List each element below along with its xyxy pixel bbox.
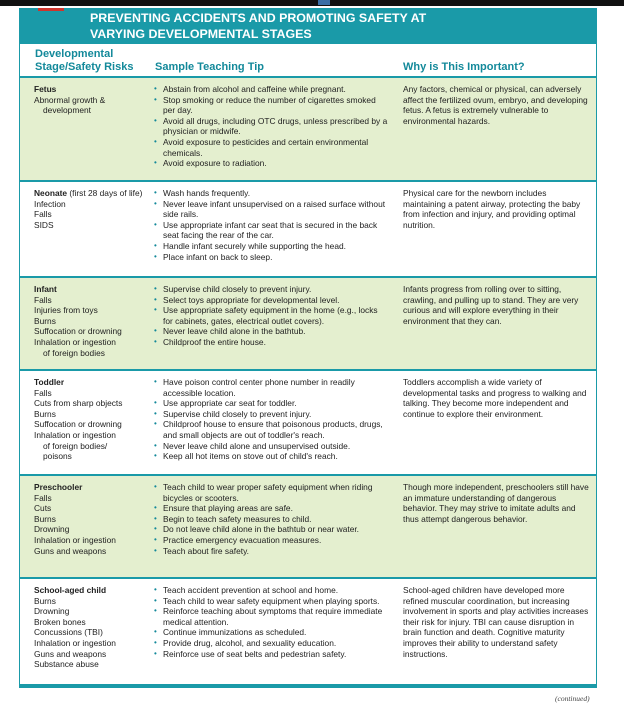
bullet-icon: • bbox=[154, 377, 157, 386]
column-header-why: Why is This Important? bbox=[403, 61, 525, 73]
risk-item: Burns bbox=[34, 595, 56, 606]
table-row bbox=[20, 579, 596, 686]
bullet-icon: • bbox=[154, 284, 157, 293]
tip-item bbox=[153, 377, 389, 398]
bullet-icon: • bbox=[154, 595, 157, 605]
tip-text: Have poison control center phone number in readily accessible location. bbox=[163, 377, 355, 398]
tip-list bbox=[153, 84, 389, 169]
tip-item bbox=[153, 524, 389, 535]
bullet-icon: • bbox=[154, 482, 157, 491]
bullet-icon: • bbox=[154, 336, 157, 346]
why-text: Though more independent, preschoolers still have an immature understanding of dangerous behavior. They may strive to imitate adults and thus attempt dangerous behavior. bbox=[403, 482, 589, 524]
why-text: Physical care for the newborn includes maintaining a patent airway, protecting the baby from infection and injury, and providing optimal nutrition. bbox=[403, 188, 581, 230]
tip-text: Reinforce teaching about symptoms that require immediate medical attention. bbox=[163, 606, 383, 627]
tip-item bbox=[153, 137, 389, 158]
tip-text: Teach child to wear safety equipment when playing sports. bbox=[163, 595, 380, 606]
risk-item: Burns bbox=[34, 513, 56, 524]
why-text: Any factors, chemical or physical, can adversely affect the fertilized ovum, embryo, and developing fetus. A fetus is extremely vulnerable to environmental hazards. bbox=[403, 84, 588, 126]
bullet-icon: • bbox=[154, 606, 157, 616]
risk-item: Falls bbox=[34, 492, 52, 503]
tip-text: Place infant on back to sleep. bbox=[163, 251, 273, 262]
tip-item bbox=[153, 514, 389, 525]
bullet-icon: • bbox=[154, 158, 157, 168]
stage-cell bbox=[34, 84, 154, 116]
tip-item bbox=[153, 409, 389, 420]
bullet-icon: • bbox=[154, 534, 157, 544]
bullet-icon: • bbox=[154, 251, 157, 261]
why-cell bbox=[403, 284, 589, 326]
risk-item: Inhalation or ingestion bbox=[34, 534, 116, 545]
tip-item bbox=[153, 241, 389, 252]
tip-item bbox=[153, 305, 389, 326]
risk-item: Injuries from toys bbox=[34, 305, 98, 316]
risk-item: of foreign bodies/ bbox=[43, 440, 108, 451]
tip-item bbox=[153, 649, 389, 660]
why-text: School-aged children have developed more refined muscular coordination, but increasing involvement in sports and play activities increases their risk for injury. TBI can cause disruption in brain function and death. Cognitive maturity improves their ability to understand safety instructions. bbox=[403, 585, 589, 659]
bullet-icon: • bbox=[154, 326, 157, 336]
risk-item: Burns bbox=[34, 315, 56, 326]
why-cell bbox=[403, 585, 589, 659]
tip-item bbox=[153, 627, 389, 638]
risk-item: development bbox=[43, 105, 91, 116]
tip-text: Avoid all drugs, including OTC drugs, unless prescribed by a physician or midwife. bbox=[163, 115, 388, 137]
risk-item: Cuts bbox=[34, 503, 52, 514]
stage-cell bbox=[34, 482, 154, 556]
risk-item: Falls bbox=[34, 209, 52, 220]
tip-text: Reinforce use of seat belts and pedestrian safety. bbox=[163, 648, 347, 659]
tip-item bbox=[153, 95, 389, 116]
tip-cell bbox=[153, 377, 389, 462]
column-header-row bbox=[20, 44, 596, 78]
tip-text: Do not leave child alone in the bathtub or near water. bbox=[163, 524, 360, 535]
tip-text: Use appropriate car seat for toddler. bbox=[163, 398, 297, 409]
tip-text: Childproof the entire house. bbox=[163, 336, 266, 347]
table-row bbox=[20, 476, 596, 579]
tip-item bbox=[153, 546, 389, 557]
title-line-1: PREVENTING ACCIDENTS AND PROMOTING SAFETY AT bbox=[90, 11, 427, 25]
stage-cell bbox=[34, 377, 154, 462]
table-row bbox=[20, 371, 596, 476]
tip-text: Never leave child alone in the bathtub. bbox=[163, 326, 306, 337]
risk-item: Infection bbox=[34, 198, 66, 209]
tip-text: Ensure that playing areas are safe. bbox=[163, 503, 293, 514]
table-row bbox=[20, 78, 596, 182]
tip-text: Avoid exposure to radiation. bbox=[163, 158, 267, 169]
bullet-icon: • bbox=[154, 627, 157, 637]
risk-item: Drowning bbox=[34, 606, 70, 617]
risk-item: of foreign bodies bbox=[43, 347, 105, 358]
tip-cell bbox=[153, 188, 389, 262]
why-cell bbox=[403, 377, 589, 419]
bullet-icon: • bbox=[154, 440, 157, 450]
tip-text: Supervise child closely to prevent injury. bbox=[163, 408, 312, 419]
tip-text: Abstain from alcohol and caffeine while pregnant. bbox=[163, 84, 346, 94]
tip-item bbox=[153, 638, 389, 649]
column-header-stage-line-2: Stage/Safety Risks bbox=[35, 61, 134, 73]
risk-item: Suffocation or drowning bbox=[34, 326, 122, 337]
tip-cell bbox=[153, 284, 389, 348]
why-cell bbox=[403, 188, 589, 230]
stage-name: School-aged child bbox=[34, 585, 107, 595]
risk-item: Cuts from sharp objects bbox=[34, 398, 123, 409]
tip-item bbox=[153, 451, 389, 462]
tip-item bbox=[153, 199, 389, 220]
stage-cell bbox=[34, 188, 154, 230]
tip-text: Handle infant securely while supporting the head. bbox=[163, 240, 346, 251]
tip-text: Use appropriate infant car seat that is secured in the back seat facing the rear of the car. bbox=[163, 219, 378, 241]
tip-text: Continue immunizations as scheduled. bbox=[163, 627, 307, 638]
tip-item bbox=[153, 482, 389, 503]
tip-list bbox=[153, 377, 389, 462]
why-text: Toddlers accomplish a wide variety of developmental tasks and progress to walking and talking. They become more independent and continue to explore their environment. bbox=[403, 377, 587, 419]
risk-item: SIDS bbox=[34, 219, 54, 230]
tip-text: Select toys appropriate for developmental level. bbox=[163, 294, 340, 305]
tip-item bbox=[153, 503, 389, 514]
top-bar bbox=[0, 0, 624, 6]
bullet-icon: • bbox=[154, 503, 157, 513]
column-header-stage bbox=[35, 48, 160, 74]
title-line-2: VARYING DEVELOPMENTAL STAGES bbox=[90, 26, 312, 41]
title-accent bbox=[38, 8, 64, 11]
tip-item bbox=[153, 441, 389, 452]
bullet-icon: • bbox=[154, 305, 157, 315]
stage-name: Infant bbox=[34, 284, 57, 294]
continued-note: (continued) bbox=[555, 694, 590, 703]
tip-text: Supervise child closely to prevent injury. bbox=[163, 284, 312, 294]
bullet-icon: • bbox=[154, 524, 157, 534]
risk-item: Inhalation or ingestion bbox=[34, 429, 116, 440]
tip-cell bbox=[153, 585, 389, 659]
bullet-icon: • bbox=[154, 419, 157, 429]
tip-item bbox=[153, 596, 389, 607]
tip-item bbox=[153, 606, 389, 627]
tip-text: Stop smoking or reduce the number of cigarettes smoked per day. bbox=[163, 94, 376, 116]
bullet-icon: • bbox=[154, 94, 157, 104]
why-cell bbox=[403, 482, 589, 524]
risk-item: Inhalation or ingestion bbox=[34, 336, 116, 347]
top-bar-mark bbox=[318, 0, 330, 5]
tip-item bbox=[153, 419, 389, 440]
tip-text: Never leave infant unsupervised on a raised surface without side rails. bbox=[163, 198, 386, 220]
tip-item bbox=[153, 220, 389, 241]
risk-item: Falls bbox=[34, 294, 52, 305]
risk-item: Burns bbox=[34, 408, 56, 419]
risk-item: Suffocation or drowning bbox=[34, 419, 122, 430]
bullet-icon: • bbox=[154, 545, 157, 555]
bullet-icon: • bbox=[154, 637, 157, 647]
table-row bbox=[20, 182, 596, 278]
tip-item bbox=[153, 535, 389, 546]
tip-item bbox=[153, 188, 389, 199]
tip-item bbox=[153, 295, 389, 306]
tip-text: Teach accident prevention at school and home. bbox=[163, 585, 339, 595]
risk-item: poisons bbox=[43, 451, 72, 462]
bullet-icon: • bbox=[154, 294, 157, 304]
tip-item bbox=[153, 398, 389, 409]
stage-name: Neonate bbox=[34, 188, 68, 198]
tip-text: Keep all hot items on stove out of child's reach. bbox=[163, 451, 338, 462]
page-title bbox=[20, 8, 596, 44]
bullet-icon: • bbox=[154, 240, 157, 250]
bullet-icon: • bbox=[154, 84, 157, 93]
tip-text: Provide drug, alcohol, and sexuality education. bbox=[163, 637, 337, 648]
tip-item bbox=[153, 585, 389, 596]
risk-item: Guns and weapons bbox=[34, 545, 107, 556]
tip-list bbox=[153, 188, 389, 262]
risk-item: Inhalation or ingestion bbox=[34, 637, 116, 648]
why-text: Infants progress from rolling over to sitting, crawling, and pulling up to stand. They are very curious and will explore everything in their environment that they can. bbox=[403, 284, 579, 326]
tip-text: Avoid exposure to pesticides and certain environmental chemicals. bbox=[163, 136, 369, 158]
why-cell bbox=[403, 84, 589, 126]
risk-item: Drowning bbox=[34, 524, 70, 535]
risk-item: Guns and weapons bbox=[34, 648, 107, 659]
risk-item: Concussions (TBI) bbox=[34, 627, 103, 638]
tip-item bbox=[153, 84, 389, 95]
stage-suffix: (first 28 days of life) bbox=[67, 188, 143, 198]
bullet-icon: • bbox=[154, 408, 157, 418]
stage-cell bbox=[34, 284, 154, 358]
stage-name: Preschooler bbox=[34, 482, 83, 492]
tip-item bbox=[153, 252, 389, 263]
bullet-icon: • bbox=[154, 198, 157, 208]
stage-name: Toddler bbox=[34, 377, 65, 387]
bullet-icon: • bbox=[154, 136, 157, 146]
column-header-stage-line-1: Developmental bbox=[35, 48, 114, 60]
tip-list bbox=[153, 482, 389, 556]
tip-text: Wash hands frequently. bbox=[163, 188, 251, 198]
tip-text: Never leave child alone and unsupervised outside. bbox=[163, 440, 351, 451]
risk-item: Falls bbox=[34, 387, 52, 398]
bullet-icon: • bbox=[154, 451, 157, 461]
tip-item bbox=[153, 158, 389, 169]
stage-cell bbox=[34, 585, 154, 670]
tip-text: Teach child to wear proper safety equipment when riding bicycles or scooters. bbox=[163, 482, 373, 503]
stage-name: Fetus bbox=[34, 84, 57, 94]
bullet-icon: • bbox=[154, 398, 157, 408]
tip-text: Teach about fire safety. bbox=[163, 545, 249, 556]
tip-item bbox=[153, 337, 389, 348]
tip-text: Practice emergency evacuation measures. bbox=[163, 534, 322, 545]
column-header-tip: Sample Teaching Tip bbox=[155, 61, 265, 73]
bullet-icon: • bbox=[154, 513, 157, 523]
bullet-icon: • bbox=[154, 188, 157, 197]
bullet-icon: • bbox=[154, 585, 157, 594]
risk-item: Broken bones bbox=[34, 616, 86, 627]
tip-text: Childproof house to ensure that poisonous products, drugs, and small objects are out of toddler's reach. bbox=[163, 419, 383, 440]
bullet-icon: • bbox=[154, 648, 157, 658]
tip-cell bbox=[153, 482, 389, 556]
tip-text: Begin to teach safety measures to child. bbox=[163, 513, 312, 524]
risk-item: Abnormal growth & bbox=[34, 94, 106, 105]
table-row bbox=[20, 278, 596, 371]
tip-list bbox=[153, 284, 389, 348]
risk-item: Substance abuse bbox=[34, 659, 99, 670]
tip-item bbox=[153, 326, 389, 337]
bullet-icon: • bbox=[154, 115, 157, 125]
tip-text: Use appropriate safety equipment in the home (e.g., locks for cabinets, gates, electrical outlet covers). bbox=[163, 305, 378, 326]
bullet-icon: • bbox=[154, 219, 157, 229]
tip-list bbox=[153, 585, 389, 659]
tip-item bbox=[153, 284, 389, 295]
tip-item bbox=[153, 116, 389, 137]
tip-cell bbox=[153, 84, 389, 169]
